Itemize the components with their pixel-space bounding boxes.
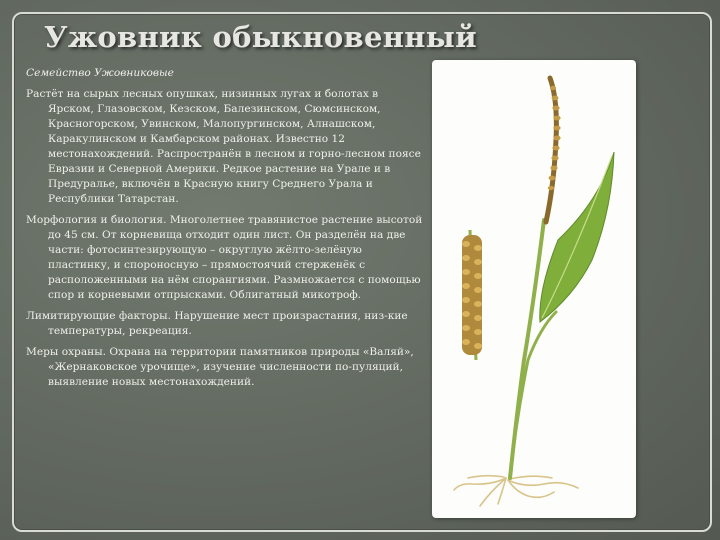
paragraph-morphology: Морфология и биология. Многолетнее травянистое растение высотой до 45 см. От корневища отходит один лист. Он разделён на две части: фотосинтезирующую – округлую жёлто-зелёную пластинку, и спороносную – прямостоячий стерженёк с расположенными на нём спорангиями. Размножается с помощью спор и корневыми отпрысками. Облигатный микотроф.	[26, 214, 423, 301]
family-line: Семейство Ужовниковые	[26, 67, 174, 79]
plant-image-panel	[432, 60, 636, 518]
spore-spike	[546, 78, 561, 222]
paragraph-distribution: Растёт на сырых лесных опушках, низинных лугах и болотах в Ярском, Глазовском, Кезском, Балезинском, Сюмсинском, Красногорском, Увинском, Малопургинском, Алнашском, Каракулинском и Камбарском районах. Известно 12 местонахождений. Распространён в лесном и горно-лесном поясе Евразии и Северной Америки. Редкое растение на Урале и в Предуралье, включён в Красную книгу Среднего Урала и Республики Татарстан.	[26, 88, 421, 205]
paragraph-protection: Меры охраны. Охрана на территории памятников природы «Валяй», «Жернаковское урочище», изучение численности по-пуляций, выявление новых местонахождений.	[26, 346, 414, 388]
plant-illustration	[432, 60, 636, 518]
slide-title: Ужовник обыкновенный	[44, 20, 477, 54]
spore-spike-detail	[462, 230, 482, 360]
leaf-petiole	[510, 312, 556, 478]
text-content	[26, 66, 426, 396]
roots	[454, 476, 578, 506]
paragraph-limiting-factors: Лимитирующие факторы. Нарушение мест произрастания, низ-кие температуры, рекреация.	[26, 310, 408, 337]
